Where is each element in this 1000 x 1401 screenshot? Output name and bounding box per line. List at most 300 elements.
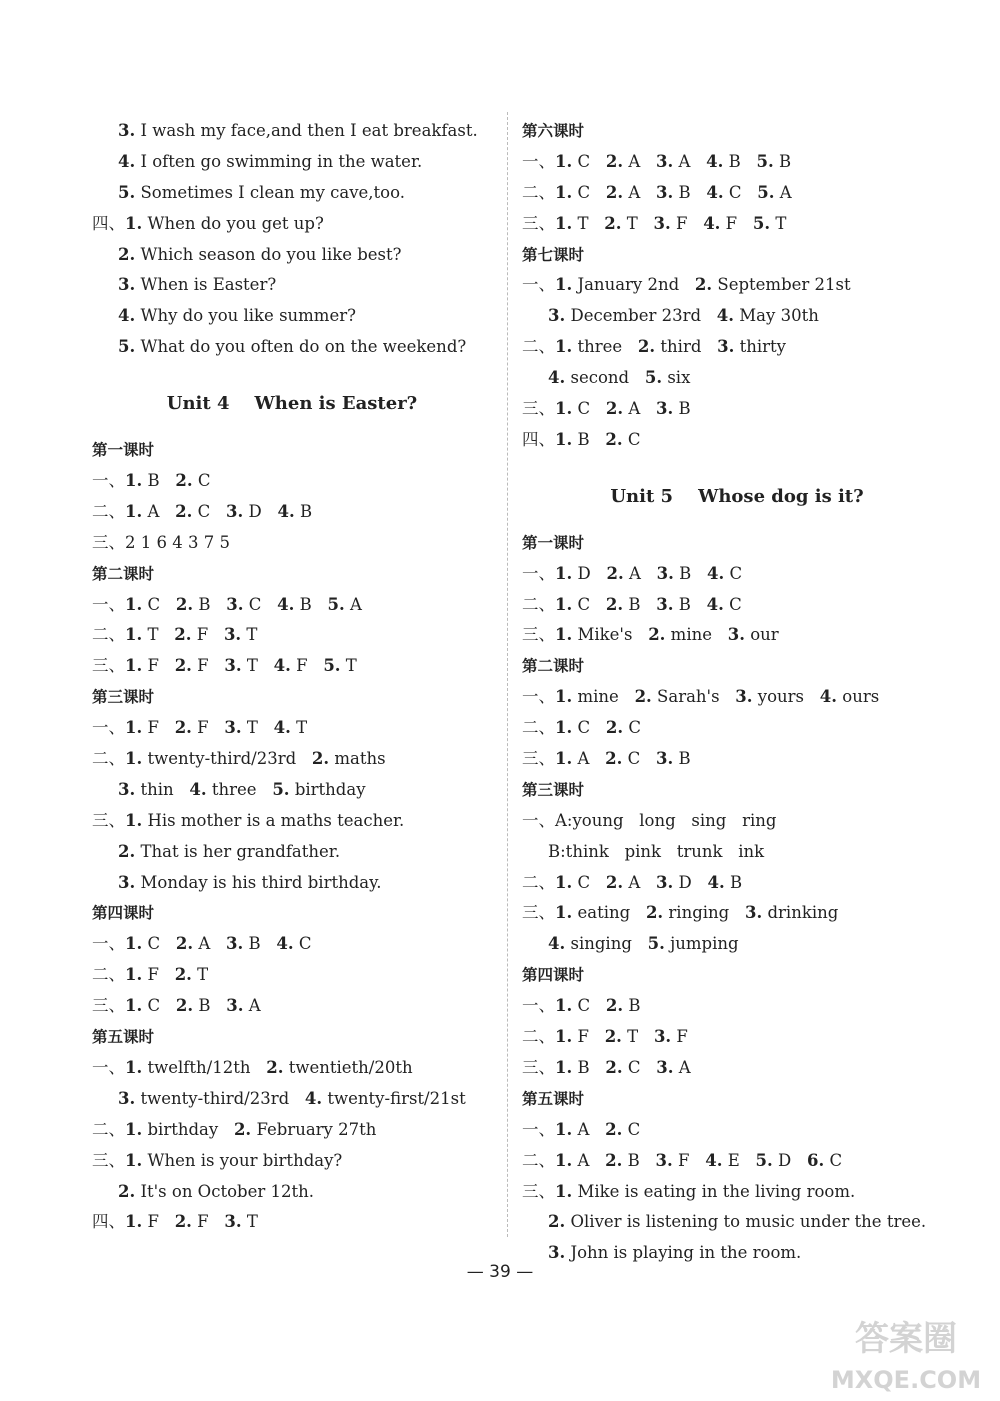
answer-line	[522, 559, 952, 590]
answer-text: C	[627, 429, 641, 449]
section-marker: 二、	[522, 718, 555, 738]
answer-line	[522, 147, 952, 178]
answer-line	[522, 1022, 952, 1053]
item-number: 1.	[125, 656, 143, 676]
answer-text: B	[299, 501, 313, 521]
answer-text: December 23rd	[570, 306, 702, 326]
answer-line	[522, 898, 952, 929]
answer-line	[92, 466, 492, 497]
answer-text: thirty	[739, 337, 786, 357]
answer-text: twentieth/20th	[288, 1057, 413, 1077]
answer-text: C	[577, 182, 591, 202]
item-number: 2.	[174, 718, 192, 738]
item-number: 1.	[555, 1027, 573, 1047]
answer-text: That is her grandfather.	[140, 841, 341, 861]
answer-text: drinking	[767, 903, 839, 923]
section-marker: 二、	[522, 872, 555, 892]
answer-text: B	[729, 872, 743, 892]
item-number: 2.	[605, 996, 624, 1016]
answer-line	[522, 868, 952, 899]
answer-text: mine	[670, 625, 712, 645]
item-number: 2.	[118, 841, 136, 861]
answer-text: thin	[140, 779, 174, 799]
answer-text: Mike is eating in the living room.	[577, 1181, 856, 1201]
answer-line	[92, 590, 492, 621]
answer-line	[92, 240, 492, 271]
item-number: 4.	[548, 368, 566, 388]
answer-text: C	[577, 718, 591, 738]
item-number: 2.	[605, 429, 623, 449]
section-marker: 二、	[522, 1027, 555, 1047]
item-number: 2.	[605, 151, 624, 171]
section-marker: 三、	[92, 1150, 125, 1170]
answer-text: D	[577, 563, 591, 583]
item-number: 3.	[655, 1150, 673, 1170]
answer-line	[92, 868, 492, 899]
item-number: 4.	[716, 306, 735, 326]
item-number: 1.	[555, 687, 573, 707]
answer-text: T	[626, 213, 638, 233]
unit-heading: Unit 5 Whose dog is it?	[610, 485, 864, 507]
item-number: 3.	[548, 306, 566, 326]
answer-line	[522, 590, 952, 621]
answer-text: E	[727, 1150, 740, 1170]
answer-text: C	[577, 399, 591, 419]
answer-text: F	[147, 656, 159, 676]
answer-text: F	[675, 213, 688, 233]
item-number: 5.	[118, 182, 136, 202]
answer-text: B	[728, 151, 741, 171]
item-number: 1.	[555, 903, 573, 923]
answer-line	[522, 991, 952, 1022]
item-number: 4.	[304, 1088, 323, 1108]
lesson-heading: 第五课时	[522, 1089, 585, 1108]
item-number: 3.	[226, 501, 244, 521]
item-number: 2.	[174, 1212, 192, 1232]
item-number: 3.	[735, 687, 753, 707]
item-number: 3.	[226, 594, 244, 614]
item-number: 3.	[745, 903, 763, 923]
answer-text: B	[628, 996, 641, 1016]
answer-line	[92, 209, 492, 240]
item-number: 2.	[174, 965, 192, 985]
answer-text: twelfth/12th	[147, 1057, 251, 1077]
item-number: 1.	[555, 749, 573, 769]
answer-text: B	[678, 399, 691, 419]
answer-text: A	[779, 182, 792, 202]
section-marker: 一、	[522, 275, 555, 295]
item-number: 1.	[125, 1057, 143, 1077]
answer-text: C	[627, 749, 641, 769]
item-number: 3.	[224, 656, 242, 676]
item-number: 1.	[555, 872, 573, 892]
answer-text: When is Easter?	[140, 275, 277, 295]
item-number: 2.	[174, 656, 192, 676]
section-marker: 一、	[522, 687, 555, 707]
answer-text: C	[197, 471, 211, 491]
answer-text: A	[577, 1119, 590, 1139]
answer-text: jumping	[670, 934, 739, 954]
section-marker: 一、	[522, 1119, 555, 1139]
item-number: 2.	[645, 903, 664, 923]
answer-text: three	[577, 337, 623, 357]
item-number: 5.	[323, 656, 341, 676]
answer-text: B	[577, 1057, 590, 1077]
item-number: 1.	[555, 275, 573, 295]
section-marker: 二、	[522, 1150, 555, 1170]
answer-text: When do you get up?	[147, 213, 324, 233]
item-number: 1.	[125, 501, 143, 521]
item-number: 1.	[125, 1212, 143, 1232]
item-number: 1.	[125, 934, 143, 954]
item-number: 1.	[555, 594, 573, 614]
answer-line	[92, 1177, 492, 1208]
item-number: 2.	[605, 1057, 623, 1077]
answer-text: six	[667, 368, 691, 388]
answer-line	[522, 270, 952, 301]
page-number: — 39 —	[466, 1262, 534, 1282]
answer-line	[92, 497, 492, 528]
item-number: 3.	[224, 718, 242, 738]
answer-text: F	[197, 656, 209, 676]
item-number: 2.	[605, 1150, 623, 1170]
section-marker: 一、	[92, 718, 125, 738]
section-marker: 三、	[522, 625, 555, 645]
item-number: 2.	[175, 471, 193, 491]
answer-text: C	[728, 182, 742, 202]
section-marker: 四、	[92, 1212, 125, 1232]
answer-line	[92, 1146, 492, 1177]
answer-text: B	[147, 471, 160, 491]
item-number: 2.	[175, 934, 194, 954]
lesson-heading: 第三课时	[92, 688, 155, 707]
answer-line	[522, 713, 952, 744]
item-number: 3.	[223, 625, 242, 645]
item-number: 4.	[189, 779, 207, 799]
answer-line	[92, 744, 492, 775]
item-number: 1.	[555, 399, 573, 419]
item-number: 2.	[606, 563, 624, 583]
item-number: 1.	[555, 151, 573, 171]
item-number: 1.	[555, 563, 573, 583]
item-number: 1.	[125, 996, 143, 1016]
lesson-heading: 第一课时	[92, 441, 155, 460]
answer-line	[92, 960, 492, 991]
answer-text: F	[147, 718, 159, 738]
item-number: 5.	[756, 151, 774, 171]
item-number: 2.	[605, 872, 624, 892]
item-number: 4.	[276, 934, 294, 954]
answer-text: John is playing in the room.	[570, 1243, 802, 1263]
answer-text: D	[248, 501, 262, 521]
item-number: 1.	[125, 594, 143, 614]
answer-text: C	[729, 594, 742, 614]
item-number: 4.	[277, 501, 295, 521]
answer-text: F	[197, 718, 209, 738]
item-number: 3.	[653, 213, 671, 233]
answer-text: I wash my face,and then I eat breakfast.	[140, 121, 478, 140]
answer-text: T	[197, 965, 209, 985]
answer-line	[522, 837, 952, 868]
item-number: 3.	[656, 399, 674, 419]
answer-text: mine	[577, 687, 619, 707]
section-marker: 一、	[522, 996, 555, 1016]
section-marker: 一、	[522, 151, 555, 171]
answer-text: C	[147, 934, 161, 954]
item-number: 3.	[727, 625, 745, 645]
section-marker: 一、	[92, 1057, 125, 1077]
answer-text: His mother is a maths teacher.	[147, 810, 405, 830]
answer-line	[522, 1207, 952, 1238]
answer-text: second	[570, 368, 630, 388]
answer-line	[92, 147, 492, 178]
item-number: 2.	[605, 399, 624, 419]
item-number: 2.	[605, 718, 624, 738]
item-number: 2.	[605, 1119, 623, 1139]
answer-text: Mike's	[577, 625, 633, 645]
item-number: 2.	[648, 625, 666, 645]
section-marker: 二、	[92, 625, 125, 645]
lesson-heading: 第三课时	[522, 780, 585, 799]
answer-text: T	[246, 656, 258, 676]
item-number: 4.	[273, 656, 291, 676]
answer-text: F	[676, 1027, 688, 1047]
answer-text: May 30th	[739, 306, 819, 326]
section-marker: 一、	[92, 934, 125, 954]
item-number: 1.	[125, 1150, 143, 1170]
answer-line	[522, 363, 952, 394]
section-marker: 一、	[92, 471, 125, 491]
answer-text: A	[349, 594, 362, 614]
answer-text: B	[627, 1150, 640, 1170]
answer-text: February 27th	[256, 1119, 377, 1139]
section-marker: 二、	[92, 965, 125, 985]
answer-line	[92, 528, 492, 559]
item-number: 1.	[555, 182, 573, 202]
item-number: 3.	[118, 275, 136, 295]
item-number: 3.	[118, 121, 136, 140]
answer-text: F	[678, 1150, 690, 1170]
answer-text: birthday	[294, 779, 366, 799]
section-marker: 二、	[92, 1119, 125, 1139]
item-number: 2.	[174, 625, 192, 645]
answer-text: A	[248, 996, 261, 1016]
item-number: 2.	[605, 749, 623, 769]
lesson-heading: 第四课时	[522, 966, 585, 985]
section-marker: 三、	[522, 1181, 555, 1201]
answer-line	[522, 301, 952, 332]
item-number: 1.	[555, 1181, 573, 1201]
item-number: 1.	[125, 625, 143, 645]
answer-line	[522, 1115, 952, 1146]
section-marker: 四、	[522, 429, 555, 449]
item-number: 3.	[656, 151, 674, 171]
item-number: 4.	[706, 182, 724, 202]
section-marker: 三、	[522, 903, 555, 923]
answer-text: A	[147, 501, 160, 521]
item-number: 1.	[125, 965, 143, 985]
answer-text: T	[147, 625, 159, 645]
answer-text: C	[147, 594, 161, 614]
answer-text: F	[296, 656, 308, 676]
answer-text: B	[198, 594, 211, 614]
answer-line	[92, 301, 492, 332]
answer-text: A	[628, 182, 641, 202]
item-number: 5.	[752, 213, 771, 233]
answer-text: birthday	[147, 1119, 219, 1139]
section-marker: 一、	[92, 594, 125, 614]
answer-text: September 21st	[717, 275, 851, 295]
answer-line	[92, 332, 492, 363]
answer-text: A	[198, 934, 211, 954]
section-marker: 三、	[522, 749, 555, 769]
item-number: 2.	[604, 1027, 622, 1047]
item-number: 1.	[555, 1150, 573, 1170]
item-number: 1.	[555, 337, 573, 357]
answer-text: twenty-third/23rd	[140, 1088, 290, 1108]
answer-text: C	[829, 1150, 843, 1170]
column-divider	[507, 112, 508, 1237]
answer-text: B	[779, 151, 792, 171]
answer-text: T	[577, 213, 589, 233]
lesson-heading: 第五课时	[92, 1028, 155, 1047]
item-number: 2.	[175, 996, 194, 1016]
answer-line	[522, 744, 952, 775]
item-number: 3.	[656, 594, 674, 614]
item-number: 2.	[548, 1212, 566, 1232]
answer-text: F	[197, 1212, 209, 1232]
item-number: 3.	[653, 1027, 672, 1047]
item-number: 1.	[125, 1119, 143, 1139]
section-marker: 二、	[92, 501, 125, 521]
item-number: 3.	[118, 872, 136, 892]
item-number: 3.	[717, 337, 735, 357]
item-number: 4.	[703, 213, 721, 233]
answer-text: D	[678, 872, 692, 892]
lesson-heading: 第一课时	[522, 533, 585, 552]
answer-text: When is your birthday?	[147, 1150, 343, 1170]
answer-text: F	[577, 1027, 589, 1047]
item-number: 3.	[656, 563, 674, 583]
answer-text: A	[628, 399, 641, 419]
answer-text: T	[345, 656, 357, 676]
item-number: 4.	[705, 1150, 723, 1170]
section-marker: 三、	[522, 399, 555, 419]
answer-text: A:young long sing ring	[555, 810, 777, 830]
answer-text: B	[678, 749, 691, 769]
answer-text: C	[628, 718, 641, 738]
answer-text: A	[628, 151, 641, 171]
item-number: 2.	[118, 1181, 136, 1201]
item-number: 5.	[647, 934, 665, 954]
answer-text: B	[577, 429, 590, 449]
answer-text: Sometimes I clean my cave,too.	[140, 182, 405, 202]
answer-text: Sarah's	[657, 687, 720, 707]
answer-text: T	[246, 625, 258, 645]
section-marker: 三、	[92, 532, 125, 552]
answer-line	[92, 1084, 492, 1115]
answer-line	[522, 332, 952, 363]
item-number: 1.	[125, 810, 143, 830]
item-number: 4.	[273, 718, 291, 738]
answer-text: Oliver is listening to music under the tree.	[570, 1212, 927, 1232]
section-marker: 三、	[92, 996, 125, 1016]
right-answer-column	[522, 116, 952, 1269]
item-number: 1.	[125, 213, 143, 233]
item-number: 3.	[226, 934, 244, 954]
answer-text: D	[777, 1150, 792, 1170]
item-number: 1.	[555, 1119, 573, 1139]
item-number: 3.	[226, 996, 244, 1016]
answer-line	[522, 806, 952, 837]
section-marker: 三、	[522, 213, 555, 233]
section-marker: 二、	[522, 337, 555, 357]
item-number: 2.	[233, 1119, 252, 1139]
item-number: 2.	[118, 244, 136, 264]
answer-text: What do you often do on the weekend?	[140, 337, 467, 357]
item-number: 4.	[118, 306, 136, 326]
item-number: 2.	[605, 594, 624, 614]
answer-text: Monday is his third birthday.	[140, 872, 382, 892]
answer-text: T	[627, 1027, 639, 1047]
answer-text: F	[725, 213, 738, 233]
answer-text: twenty-third/23rd	[147, 749, 297, 769]
item-number: 4.	[706, 594, 724, 614]
answer-line	[92, 116, 492, 147]
answer-text: three	[211, 779, 257, 799]
section-marker: 三、	[92, 656, 125, 676]
answer-text: January 2nd	[577, 275, 680, 295]
answer-line	[92, 837, 492, 868]
answer-text: C	[577, 151, 591, 171]
item-number: 1.	[555, 625, 573, 645]
answer-line	[92, 178, 492, 209]
item-number: 2.	[605, 182, 624, 202]
section-marker: 一、	[522, 563, 555, 583]
item-number: 4.	[707, 872, 725, 892]
item-number: 2.	[175, 594, 194, 614]
answer-text: It's on October 12th.	[140, 1181, 314, 1201]
section-marker: 二、	[522, 182, 555, 202]
answer-line	[92, 929, 492, 960]
answer-text: B	[679, 563, 692, 583]
item-number: 5.	[327, 594, 345, 614]
lesson-heading: 第二课时	[522, 657, 585, 676]
item-number: 2.	[311, 749, 330, 769]
watermark-logo	[818, 1310, 994, 1396]
answer-text: B	[628, 594, 641, 614]
lesson-heading: 第二课时	[92, 564, 155, 583]
item-number: 1.	[555, 213, 573, 233]
answer-text: 2 1 6 4 3 7 5	[125, 532, 230, 552]
answer-text: F	[196, 625, 209, 645]
item-number: 4.	[118, 151, 136, 171]
answer-line	[522, 1053, 952, 1084]
answer-text: C	[248, 594, 262, 614]
answer-line	[92, 991, 492, 1022]
answer-text: Why do you like summer?	[140, 306, 356, 326]
item-number: 2.	[604, 213, 622, 233]
answer-text: B	[299, 594, 312, 614]
answer-text: singing	[570, 934, 632, 954]
section-marker: 二、	[92, 749, 125, 769]
answer-text: twenty-first/21st	[327, 1088, 466, 1108]
answer-line	[92, 775, 492, 806]
answer-text: eating	[577, 903, 631, 923]
lesson-heading: 第四课时	[92, 904, 155, 923]
answer-line	[92, 806, 492, 837]
item-number: 1.	[125, 471, 143, 491]
